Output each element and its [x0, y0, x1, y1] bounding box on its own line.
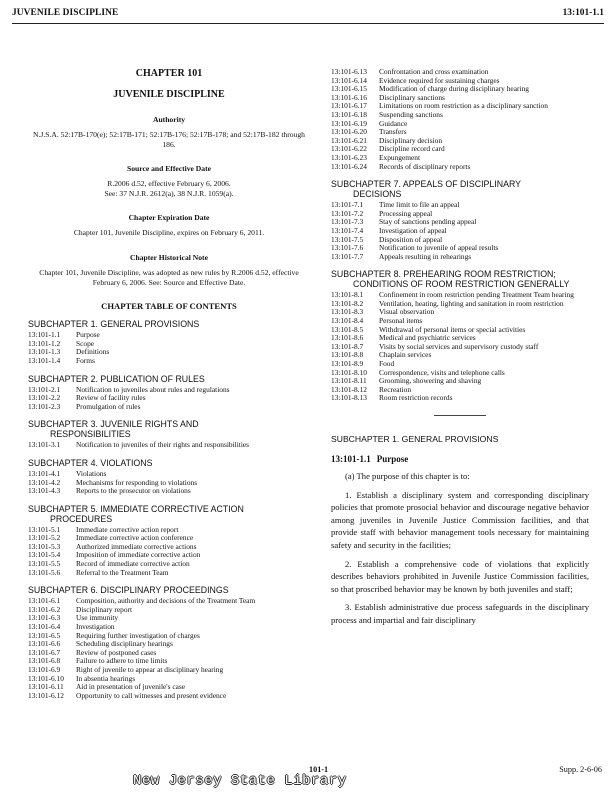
toc-entry — [28, 386, 310, 395]
toc-entry — [28, 348, 310, 357]
toc-entry — [331, 253, 589, 262]
toc-entry-number: 13:101-2.1 — [28, 384, 61, 394]
toc-entry-title: Notification to juvenile of appeal results — [379, 243, 499, 253]
toc-entry — [331, 102, 589, 111]
expiration-heading: Chapter Expiration Date — [128, 213, 210, 223]
toc-entry-number: 13:101-7.5 — [331, 234, 364, 244]
toc-entry-number: 13:101-8.8 — [331, 350, 364, 360]
toc-entry-title: Scope — [76, 338, 95, 348]
historical-heading: Chapter Historical Note — [130, 252, 208, 262]
toc-section-list — [28, 331, 310, 365]
source-line-2: See: 37 N.J.R. 2612(a), 38 N.J.R. 1059(a). — [104, 188, 234, 198]
toc-entry-title: Correspondence, visits and telephone calls — [379, 367, 505, 377]
supplement-date: Supp. 2-6-06 — [559, 765, 602, 774]
toc-entry-title: Expungement — [379, 152, 421, 162]
toc-entry-title: Investigation of appeal — [379, 225, 447, 235]
toc-entry-title: Stay of sanctions pending appeal — [379, 217, 477, 227]
toc-entry-title: Recreation — [379, 384, 412, 394]
intro-paragraph: (a) The purpose of this chapter is to: — [345, 471, 470, 481]
toc-entry — [28, 666, 310, 675]
toc-entry-number: 13:101-6.16 — [331, 92, 367, 102]
toc-section-list — [28, 526, 310, 578]
toc-entry-number: 13:101-7.6 — [331, 243, 364, 253]
toc-entry-number: 13:101-7.7 — [331, 251, 364, 261]
toc-entry-title: Failure to adhere to time limits — [76, 656, 168, 666]
toc-entry-title: Composition, authority and decisions of the Treatment Team — [76, 596, 256, 606]
toc-entry — [28, 569, 310, 578]
toc-entry-title: Ventilation, heating, lighting and sanitation in room restriction — [379, 298, 564, 308]
toc-entry — [28, 692, 310, 701]
toc-subchapter-heading — [28, 374, 310, 384]
toc-entry-title: Room restriction records — [379, 393, 453, 403]
toc-entry-title: Processing appeal — [379, 208, 433, 218]
paragraph-1: 1. Establish a disciplinary system and corresponding disciplinary policies that promote prosocial behavior and discourage negative behavior among juveniles in Juvenile Justice Commission facilities, and that provide staff with behavior management tools necessary for maintaining safety and security in the facilities; — [331, 489, 589, 550]
toc-entry-number: 13:101-6.20 — [331, 127, 367, 137]
toc-subchapter-heading — [28, 504, 310, 524]
toc-subchapter-title-cont: RESPONSIBILITIES — [50, 429, 131, 440]
toc-entry-number: 13:101-6.5 — [28, 630, 61, 640]
chapter-number: CHAPTER 101 — [135, 68, 203, 79]
toc-subchapter-heading — [28, 419, 310, 439]
toc-entry-title: Right of juvenile to appear at disciplinary hearing — [76, 665, 224, 674]
toc-entry-title: Authorized immediate corrective actions — [76, 541, 197, 551]
toc-entry-number: 13:101-6.17 — [331, 101, 367, 111]
toc-entry-title: Discipline record card — [379, 144, 445, 154]
toc-entry — [28, 597, 310, 606]
toc-entry-number: 13:101-6.2 — [28, 604, 61, 614]
expiration-text: Chapter 101, Juvenile Discipline, expires on February 6, 2011. — [73, 228, 265, 238]
toc-entry-title: Withdrawal of personal items or special activities — [379, 324, 526, 334]
toc-entry-number: 13:101-8.3 — [331, 307, 364, 317]
header-rule — [12, 23, 604, 24]
toc-entry — [331, 137, 589, 146]
paragraph-3: 3. Establish administrative due process safeguards in the disciplinary process and impartial and fair disciplinary — [331, 602, 589, 625]
toc-entry-number: 13:101-6.24 — [331, 161, 367, 171]
toc-entry — [28, 487, 310, 496]
toc-entry-title: Aid in presentation of juvenile's case — [76, 682, 186, 692]
toc-entry-number: 13:101-6.6 — [28, 639, 61, 649]
toc-entry-number: 13:101-5.2 — [28, 533, 61, 543]
toc-entry — [331, 218, 589, 227]
toc-subchapter-title-cont: DECISIONS — [353, 189, 402, 200]
toc-entry — [331, 343, 589, 352]
toc-entry-title: Disposition of appeal — [379, 234, 443, 244]
toc-entry-number: 13:101-6.19 — [331, 118, 367, 128]
toc-entry-number: 13:101-5.1 — [28, 524, 61, 534]
toc-entry-title: Scheduling disciplinary hearings — [76, 639, 173, 649]
toc-subchapter-title: SUBCHAPTER 3. JUVENILE RIGHTS AND — [28, 419, 199, 430]
toc-entry-title: Use immunity — [76, 613, 119, 623]
toc-entry-title: Visual observation — [379, 307, 435, 317]
toc-entry-title: Imposition of immediate corrective action — [76, 550, 201, 560]
toc-entry-number: 13:101-5.4 — [28, 550, 61, 560]
toc-entry — [28, 560, 310, 569]
toc-entry-number: 13:101-7.3 — [331, 217, 364, 227]
toc-right — [331, 68, 589, 403]
toc-entry-number: 13:101-7.1 — [331, 200, 364, 210]
toc-entry-title: Limitations on room restriction as a disciplinary sanction — [379, 101, 548, 111]
toc-entry — [331, 163, 589, 172]
toc-section-list — [331, 291, 589, 403]
toc-entry — [28, 394, 310, 403]
toc-entry-title: Confinement in room restriction pending Treatment Team hearing — [379, 290, 574, 300]
toc-subchapter-heading — [28, 319, 310, 329]
toc-entry-number: 13:101-6.18 — [331, 109, 367, 119]
left-column — [28, 66, 310, 700]
toc-entry-number: 13:101-4.3 — [28, 486, 61, 496]
toc-entry-title: Confrontation and cross examination — [379, 67, 489, 76]
toc-subchapter-title-cont: CONDITIONS OF ROOM RESTRICTION GENERALLY — [353, 279, 570, 290]
toc-entry — [331, 386, 589, 395]
toc-entry-title: Purpose — [76, 330, 100, 340]
toc-entry — [331, 308, 589, 317]
toc-section-list — [28, 386, 310, 412]
toc-entry-number: 13:101-5.6 — [28, 567, 61, 577]
toc-entry-title: Time limit to file an appeal — [379, 200, 460, 210]
toc-entry-title: Record of immediate corrective action — [76, 559, 190, 569]
toc-entry-title: Notification to juveniles of their rights and responsibilities — [76, 440, 250, 450]
toc-entry-title: Personal items — [379, 316, 423, 326]
toc-entry-title: Medical and psychiatric services — [379, 333, 476, 343]
toc-entry-title: Forms — [76, 355, 95, 365]
toc-entry-title: Review of postponed cases — [76, 647, 157, 657]
toc-entry-title: In absentia hearings — [76, 673, 136, 683]
toc-section-list — [331, 201, 589, 261]
toc-entry-number: 13:101-6.3 — [28, 613, 61, 623]
toc-entry-number: 13:101-4.1 — [28, 468, 61, 478]
toc-entry — [28, 649, 310, 658]
toc-entry-number: 13:101-6.14 — [331, 75, 367, 85]
page-number: 101-1 — [309, 765, 329, 774]
toc-entry-number: 13:101-5.5 — [28, 559, 61, 569]
separator-rule — [434, 415, 486, 416]
toc-entry-number: 13:101-8.6 — [331, 333, 364, 343]
source-text — [28, 179, 310, 198]
toc-entry-title: Definitions — [76, 347, 110, 357]
toc-entry-number: 13:101-6.8 — [28, 656, 61, 666]
toc-subchapter-heading — [331, 269, 589, 289]
toc-entry-number: 13:101-8.1 — [331, 290, 364, 300]
toc-entry — [331, 111, 589, 120]
toc-subchapter-title: SUBCHAPTER 5. IMMEDIATE CORRECTIVE ACTION — [28, 503, 244, 514]
toc-entry-number: 13:101-6.4 — [28, 622, 61, 632]
toc-entry-number: 13:101-6.12 — [28, 690, 64, 700]
toc-entry — [331, 85, 589, 94]
toc-subchapter-title: SUBCHAPTER 8. PREHEARING ROOM RESTRICTION; — [331, 269, 556, 280]
toc-subchapter-heading — [331, 179, 589, 199]
toc-entry-number: 13:101-6.7 — [28, 647, 61, 657]
toc-entry-number: 13:101-3.1 — [28, 440, 61, 450]
toc-entry-title: Food — [379, 359, 395, 369]
authority-heading: Authority — [152, 115, 186, 124]
body-subchapter-title: SUBCHAPTER 1. GENERAL PROVISIONS — [331, 434, 499, 444]
toc-subchapter-title: SUBCHAPTER 2. PUBLICATION OF RULES — [28, 373, 205, 384]
toc-entry-title: Disciplinary report — [76, 604, 133, 614]
toc-entry-number: 13:101-6.9 — [28, 665, 61, 674]
toc-entry-number: 13:101-6.22 — [331, 144, 367, 154]
toc-entry-number: 13:101-6.10 — [28, 673, 64, 683]
toc-entry-title: Records of disciplinary reports — [379, 161, 471, 171]
toc-section-list — [28, 597, 310, 700]
library-stamp: New Jersey State Library — [133, 773, 347, 789]
toc-entry-number: 13:101-6.13 — [331, 67, 367, 76]
toc-entry — [331, 201, 589, 210]
toc-entry-title: Transfers — [379, 127, 407, 137]
toc-entry-number: 13:101-8.10 — [331, 367, 367, 377]
toc-entry-number: 13:101-8.5 — [331, 324, 364, 334]
toc-entry — [28, 403, 310, 412]
running-header-title: JUVENILE DISCIPLINE — [12, 8, 119, 18]
toc-subchapter-title: SUBCHAPTER 6. DISCIPLINARY PROCEEDINGS — [28, 585, 229, 596]
toc-entry — [331, 300, 589, 309]
toc-entry-title: Disciplinary sanctions — [379, 92, 445, 102]
toc-subchapter-title: SUBCHAPTER 7. APPEALS OF DISCIPLINARY — [331, 179, 522, 190]
toc-heading: CHAPTER TABLE OF CONTENTS — [101, 301, 237, 312]
authority-text: N.J.S.A. 52:17B-170(e); 52:17B-171; 52:17B-176; 52:17B-178; and 52:17B-182 through 186. — [33, 130, 305, 149]
toc-entry — [331, 145, 589, 154]
toc-entry-number: 13:101-7.4 — [331, 225, 364, 235]
toc-entry-title: Mechanisms for responding to violations — [76, 477, 198, 487]
toc-entry — [28, 441, 310, 450]
section-heading — [331, 454, 589, 464]
toc-entry-number: 13:101-8.11 — [331, 376, 367, 386]
toc-subchapter-title-cont: PROCEDURES — [50, 513, 113, 524]
toc-entry-title: Promulgation of rules — [76, 401, 141, 411]
toc-entry-number: 13:101-7.2 — [331, 208, 364, 218]
toc-entry-title: Referral to the Treatment Team — [76, 567, 169, 577]
toc-entry — [28, 357, 310, 366]
toc-entry-number: 13:101-1.1 — [28, 330, 61, 340]
toc-entry-title: Requiring further investigation of charges — [76, 630, 200, 640]
toc-entry — [28, 614, 310, 623]
toc-entry-title: Guidance — [379, 118, 408, 128]
toc-section-list-cont — [331, 68, 589, 171]
toc-entry-number: 13:101-1.2 — [28, 338, 61, 348]
historical-text: Chapter 101, Juvenile Discipline, was adopted as new rules by R.2006 d.52, effective February 6, 2006. See: Source and Effective Date. — [39, 267, 299, 287]
toc-entry — [28, 606, 310, 615]
toc-entry-number: 13:101-2.3 — [28, 401, 61, 411]
toc-entry-number: 13:101-8.13 — [331, 393, 367, 403]
toc-entry — [331, 377, 589, 386]
toc-entry-number: 13:101-8.7 — [331, 341, 364, 351]
chapter-title: JUVENILE DISCIPLINE — [113, 89, 225, 100]
toc-entry-number: 13:101-6.23 — [331, 152, 367, 162]
toc-entry-number: 13:101-8.12 — [331, 384, 367, 394]
section-number: 13:101-1.1 — [331, 454, 371, 464]
toc-subchapter-heading — [28, 458, 310, 468]
source-heading: Source and Effective Date — [126, 164, 211, 174]
toc-entry-title: Investigation — [76, 622, 115, 632]
source-line-1: R.2006 d.52, effective February 6, 2006. — [107, 179, 231, 189]
toc-subchapter-heading — [28, 585, 310, 595]
toc-entry — [331, 128, 589, 137]
toc-entry-title: Notification to juveniles about rules and regulations — [76, 384, 230, 394]
toc-entry-title: Reports to the prosecutor on violations — [76, 486, 191, 496]
paragraph-2: 2. Establish a comprehensive code of violations that explicitly describes behaviors prohibited in Juvenile Justice Commission facilities, so that proscribed behavior may be known by both juveniles and staff; — [331, 558, 589, 594]
toc-entry-title: Suspending sanctions — [379, 109, 443, 119]
toc-entry-number: 13:101-5.3 — [28, 541, 61, 551]
toc-entry — [331, 394, 589, 403]
toc-entry-title: Immediate corrective action conference — [76, 533, 194, 543]
toc-entry-number: 13:101-6.21 — [331, 135, 367, 145]
toc-entry-number: 13:101-8.4 — [331, 316, 364, 326]
toc-entry-title: Visits by social services and supervisory custody staff — [379, 341, 539, 351]
toc-entry-number: 13:101-8.9 — [331, 359, 364, 369]
toc-subchapter-title: SUBCHAPTER 1. GENERAL PROVISIONS — [28, 319, 200, 330]
toc-entry-title: Chaplain services — [379, 350, 432, 360]
toc-entry-title: Review of facility rules — [76, 393, 146, 403]
toc-entry-number: 13:101-4.2 — [28, 477, 61, 487]
running-header-section: 13:101-1.1 — [562, 8, 604, 18]
section-name: Purpose — [376, 454, 409, 464]
toc-entry-number: 13:101-6.11 — [28, 682, 64, 692]
toc-entry-title: Appeals resulting in rehearings — [379, 251, 472, 261]
toc-entry-number: 13:101-1.3 — [28, 347, 61, 357]
toc-entry-number: 13:101-6.15 — [331, 84, 367, 94]
toc-entry — [331, 227, 589, 236]
toc-entry — [28, 640, 310, 649]
toc-entry-title: Modification of charge during disciplinary hearing — [379, 84, 529, 94]
toc-entry-number: 13:101-2.2 — [28, 393, 61, 403]
toc-entry-title: Evidence required for sustaining charges — [379, 75, 500, 85]
toc-left — [28, 319, 310, 700]
toc-entry-title: Violations — [76, 468, 107, 478]
toc-entry-number: 13:101-1.4 — [28, 355, 61, 365]
toc-entry-title: Immediate corrective action report — [76, 524, 179, 534]
toc-entry — [331, 120, 589, 129]
toc-entry-title: Grooming, showering and shaving — [379, 376, 482, 386]
toc-entry — [28, 340, 310, 349]
toc-entry-title: Opportunity to call witnesses and present evidence — [76, 690, 227, 700]
toc-section-list — [28, 441, 310, 450]
toc-entry-number: 13:101-6.1 — [28, 596, 61, 606]
toc-entry — [28, 331, 310, 340]
toc-entry-title: Disciplinary decision — [379, 135, 443, 145]
toc-entry-number: 13:101-8.2 — [331, 298, 364, 308]
right-column — [331, 66, 589, 627]
toc-entry — [331, 351, 589, 360]
toc-subchapter-title: SUBCHAPTER 4. VIOLATIONS — [28, 457, 153, 468]
toc-section-list — [28, 470, 310, 496]
